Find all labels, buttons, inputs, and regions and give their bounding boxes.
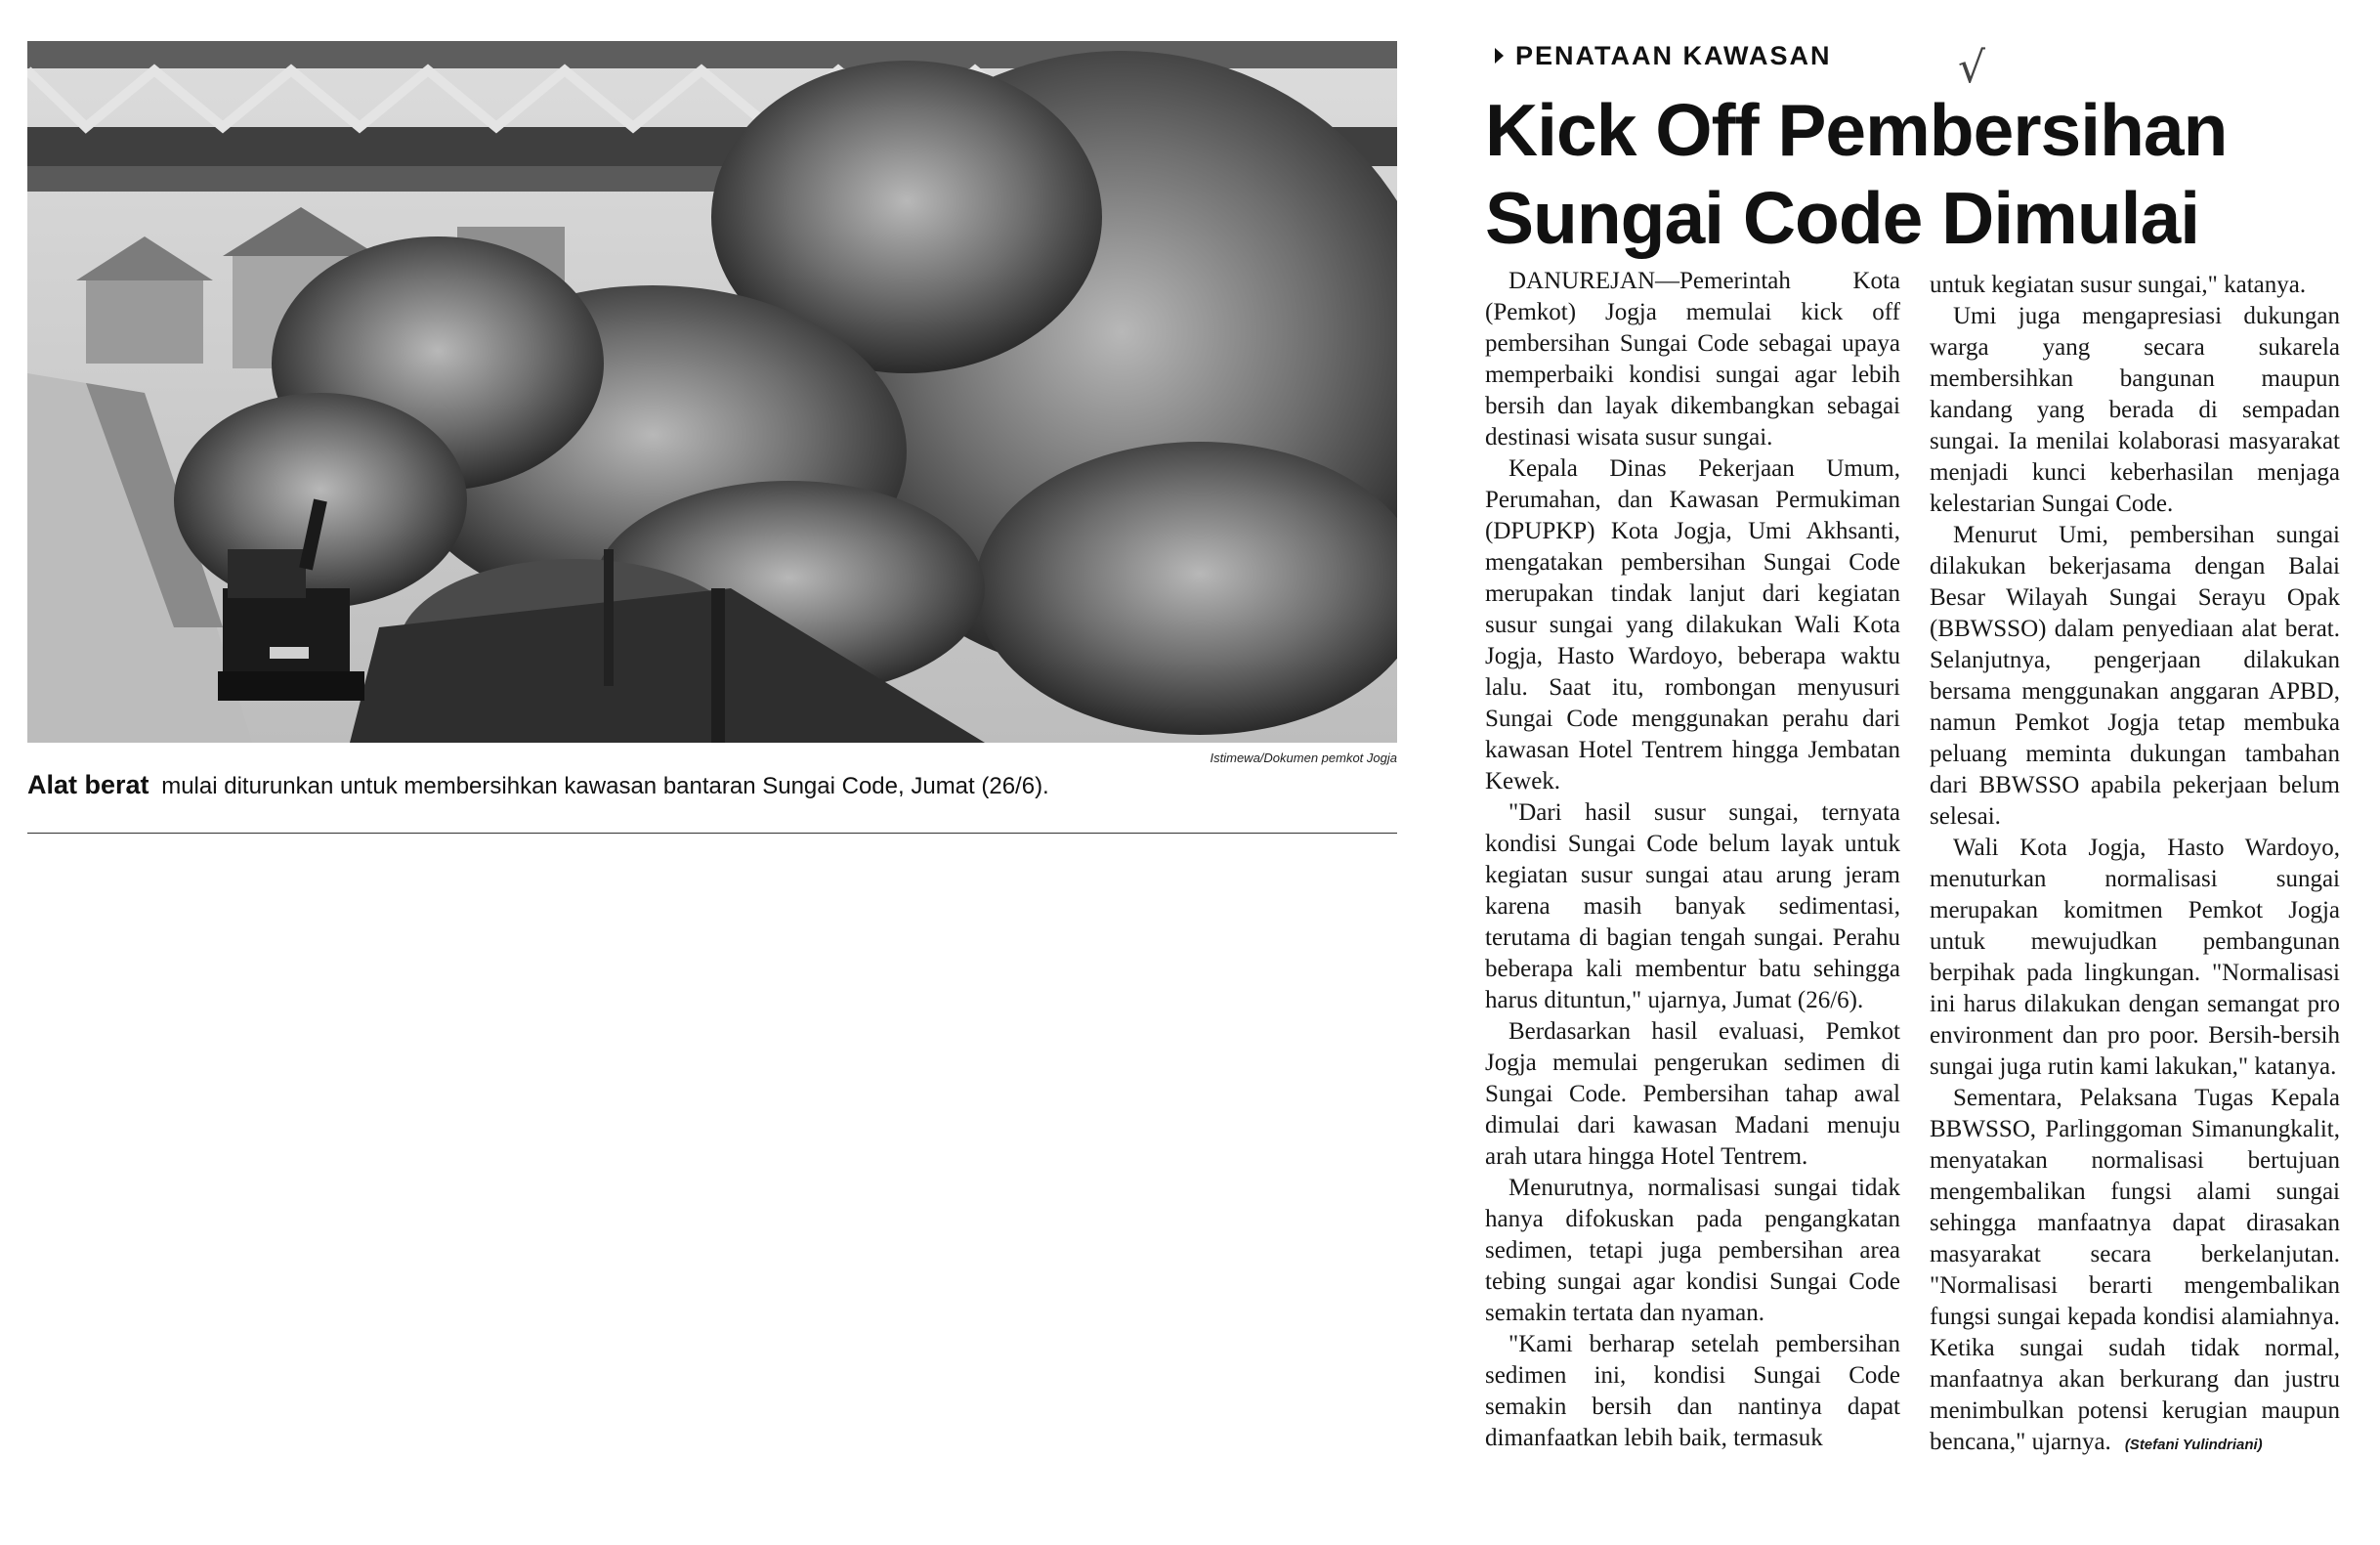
paragraph: untuk kegiatan susur sungai," katanya. (1930, 272, 2307, 298)
caption-lead: Alat berat (27, 770, 149, 799)
byline: (Stefani Yulindriani) (2124, 1437, 2263, 1453)
article-headline (1485, 86, 2345, 262)
article-photo (27, 41, 1397, 743)
photo-credit: Istimewa/Dokumen pemkot Jogja (1210, 751, 1397, 765)
check-mark: √ (1958, 43, 1986, 93)
article-column-1 (1485, 266, 1900, 1454)
paragraph: Umi juga mengapresiasi dukungan warga yang secara sukarela membersihkan bangunan maupun kandang yang berada di sempadan sungai. Ia menilai kolaborasi masyarakat menjadi kunci keberhasilan menjaga kelestarian Sungai Code. (1930, 303, 2340, 517)
paragraph-last (1930, 1083, 2340, 1461)
caption-text: mulai diturunkan untuk membersihkan kawasan bantaran Sungai Code, Jumat (26/6). (161, 773, 1049, 799)
section-rubric (1495, 41, 1832, 71)
paragraph: Menurutnya, normalisasi sungai tidak hanya difokuskan pada pengangkatan sedimen, tetapi juga pembersihan area tebing sungai agar kondisi Sungai Code semakin tertata dan nyaman. (1485, 1175, 1900, 1326)
riverbank-photo (27, 41, 1397, 743)
paragraph: Kepala Dinas Pekerjaan Umum, Perumahan, dan Kawasan Permukiman (DPUPKP) Kota Jogja, Umi Akhsanti, mengatakan pembersihan Sungai Code merupakan tindak lanjut dari kegiatan susur sungai yang dilakukan Wali Kota Jogja, Hasto Wardoyo, beberapa waktu lalu. Saat itu, rombongan menyusuri Sungai Code menggunakan perahu dari kawasan Hotel Tentrem hingga Jembatan Kewek. (1485, 455, 1900, 794)
paragraph: Menurut Umi, pembersihan sungai dilakukan bekerjasama dengan Balai Besar Wilayah Sungai Serayu Opak (BBWSSO) dalam penyediaan alat berat. Selanjutnya, pengerjaan dilakukan bersama menggunakan anggaran APBD, namun Pemkot Jogja tetap membuka peluang meminta dukungan tambahan dari BBWSSO apabila pekerjaan belum selesai. (1930, 522, 2340, 830)
paragraph: "Kami berharap setelah pembersihan sedimen ini, kondisi Sungai Code semakin bersih dan nantinya dapat dimanfaatkan lebih baik, termasuk (1485, 1331, 1900, 1451)
rubric-label: PENATAAN KAWASAN (1515, 41, 1832, 70)
paragraph-text: Sementara, Pelaksana Tugas Kepala BBWSSO, Parlinggoman Simanungkalit, menyatakan normalisasi bertujuan mengembalikan fungsi alami sungai sehingga manfaatnya dapat dirasakan masyarakat secara berkelanjutan. "Normalisasi berarti mengembalikan fungsi sungai kepada kondisi alamiahnya. Ketika sungai sudah tidak normal, manfaatnya akan berkurang dan justru menimbulkan potensi kerugian maupun bencana," ujarnya. (1930, 1085, 2340, 1455)
triangle-bullet-icon (1495, 48, 1504, 64)
headline-line-1: Kick Off Pembersihan (1485, 89, 2228, 171)
headline-line-2: Sungai Code Dimulai (1485, 177, 2200, 259)
caption-divider (27, 833, 1397, 834)
paragraph: Berdasarkan hasil evaluasi, Pemkot Jogja memulai pengerukan sedimen di Sungai Code. Pembersihan tahap awal dimulai dari kawasan Madani menuju arah utara hingga Hotel Tentrem. (1485, 1018, 1900, 1170)
article-column-2 (1930, 270, 2340, 1461)
photo-caption (27, 770, 1395, 800)
paragraph: "Dari hasil susur sungai, ternyata kondisi Sungai Code belum layak untuk kegiatan susur sungai atau arung jeram karena masih banyak sedimentasi, terutama di bagian tengah sungai. Perahu beberapa kali membentur batu sehingga harus dituntun," ujarnya, Jumat (26/6). (1485, 799, 1900, 1013)
paragraph: DANUREJAN—Pemerintah Kota (Pemkot) Jogja memulai kick off pembersihan Sungai Code sebagai upaya memperbaiki kondisi sungai agar lebih bersih dan layak dikembangkan sebagai destinasi wisata susur sungai. (1485, 268, 1900, 451)
paragraph: Wali Kota Jogja, Hasto Wardoyo, menuturkan normalisasi sungai merupakan komitmen Pemkot Jogja untuk mewujudkan pembangunan berpihak pada lingkungan. "Normalisasi ini harus dilakukan dengan semangat pro environment dan pro poor. Bersih-bersih sungai juga rutin kami lakukan," katanya. (1930, 835, 2340, 1080)
